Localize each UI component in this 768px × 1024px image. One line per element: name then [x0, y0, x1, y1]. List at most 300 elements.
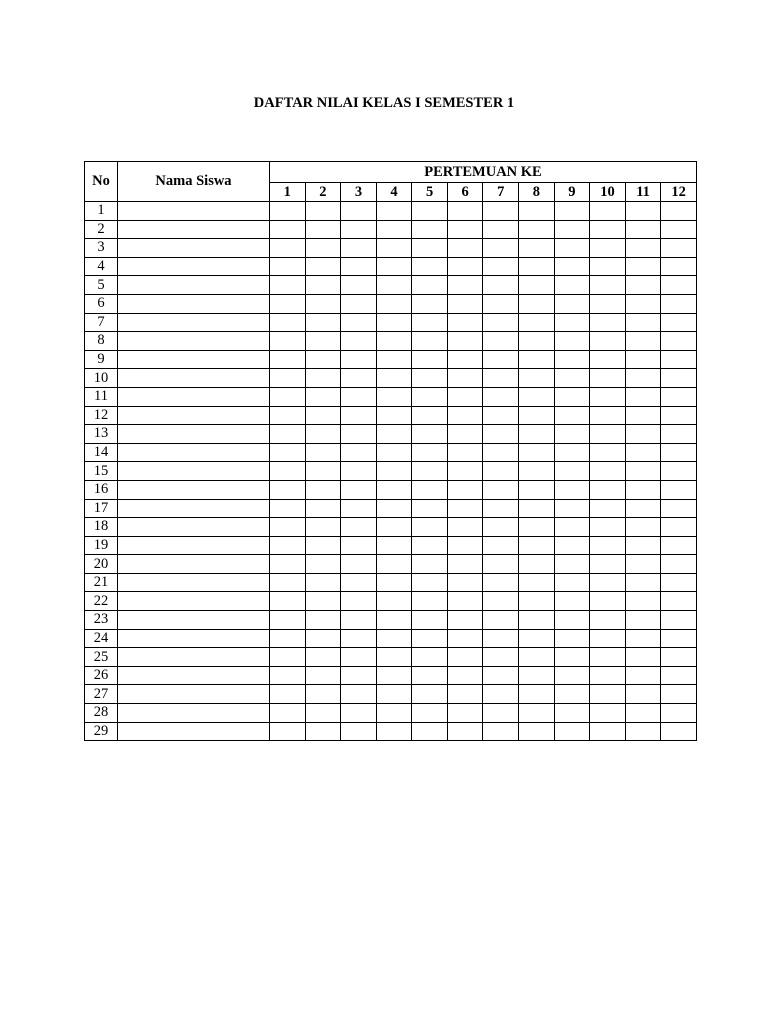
- grade-cell: [483, 202, 519, 221]
- grade-cell: [412, 462, 448, 481]
- grade-cell: [305, 369, 341, 388]
- grade-cell: [305, 406, 341, 425]
- grade-cell: [554, 369, 590, 388]
- meeting-header: 10: [590, 183, 626, 202]
- grade-cell: [625, 629, 661, 648]
- grade-cell: [412, 313, 448, 332]
- grade-cell: [376, 592, 412, 611]
- grade-cell: [661, 350, 697, 369]
- meeting-header: 3: [341, 183, 377, 202]
- grade-cell: [661, 722, 697, 741]
- student-name-cell: [118, 332, 270, 351]
- grade-cell: [625, 239, 661, 258]
- grade-cell: [305, 220, 341, 239]
- grade-cell: [305, 462, 341, 481]
- grade-cell: [625, 555, 661, 574]
- grade-cell: [590, 666, 626, 685]
- grade-cell: [305, 387, 341, 406]
- grade-cell: [376, 332, 412, 351]
- grade-cell: [447, 536, 483, 555]
- grade-cell: [519, 648, 555, 667]
- grade-cell: [519, 611, 555, 630]
- table-row: [85, 685, 697, 704]
- grade-table: [84, 161, 697, 741]
- grade-cell: [554, 276, 590, 295]
- grade-cell: [270, 257, 306, 276]
- table-row: [85, 480, 697, 499]
- grade-cell: [376, 462, 412, 481]
- grade-cell: [625, 294, 661, 313]
- grade-cell: [661, 480, 697, 499]
- table-row: [85, 443, 697, 462]
- grade-cell: [305, 629, 341, 648]
- grade-cell: [554, 722, 590, 741]
- grade-cell: [341, 518, 377, 537]
- grade-cell: [519, 704, 555, 723]
- table-row: [85, 220, 697, 239]
- grade-cell: [447, 722, 483, 741]
- grade-cell: [341, 257, 377, 276]
- grade-cell: [661, 239, 697, 258]
- grade-cell: [412, 685, 448, 704]
- grade-cell: [305, 313, 341, 332]
- grade-cell: [341, 387, 377, 406]
- table-header-row: [85, 162, 697, 183]
- grade-cell: [519, 443, 555, 462]
- grade-cell: [554, 536, 590, 555]
- grade-cell: [376, 239, 412, 258]
- grade-cell: [590, 313, 626, 332]
- row-number: 13: [85, 425, 118, 444]
- grade-cell: [412, 480, 448, 499]
- grade-cell: [483, 536, 519, 555]
- grade-cell: [341, 294, 377, 313]
- student-name-cell: [118, 350, 270, 369]
- grade-cell: [519, 202, 555, 221]
- table-row: [85, 555, 697, 574]
- student-name-cell: [118, 555, 270, 574]
- grade-cell: [554, 666, 590, 685]
- header-no: No: [85, 162, 118, 202]
- grade-cell: [341, 202, 377, 221]
- grade-cell: [305, 536, 341, 555]
- grade-cell: [554, 443, 590, 462]
- grade-cell: [270, 202, 306, 221]
- grade-cell: [661, 592, 697, 611]
- grade-cell: [483, 499, 519, 518]
- grade-cell: [554, 462, 590, 481]
- row-number: 15: [85, 462, 118, 481]
- grade-cell: [270, 555, 306, 574]
- student-name-cell: [118, 666, 270, 685]
- grade-cell: [270, 276, 306, 295]
- grade-cell: [412, 666, 448, 685]
- grade-cell: [483, 387, 519, 406]
- grade-cell: [483, 666, 519, 685]
- table-row: [85, 369, 697, 388]
- grade-cell: [554, 239, 590, 258]
- grade-cell: [590, 704, 626, 723]
- grade-cell: [270, 462, 306, 481]
- grade-cell: [483, 406, 519, 425]
- grade-cell: [590, 276, 626, 295]
- grade-cell: [483, 220, 519, 239]
- grade-cell: [590, 629, 626, 648]
- grade-cell: [412, 555, 448, 574]
- grade-cell: [447, 406, 483, 425]
- grade-cell: [483, 518, 519, 537]
- grade-cell: [305, 294, 341, 313]
- grade-cell: [447, 313, 483, 332]
- grade-cell: [376, 704, 412, 723]
- grade-cell: [661, 332, 697, 351]
- table-body: [85, 202, 697, 741]
- grade-cell: [625, 257, 661, 276]
- grade-cell: [376, 648, 412, 667]
- row-number: 12: [85, 406, 118, 425]
- grade-cell: [483, 313, 519, 332]
- meeting-header: 6: [447, 183, 483, 202]
- grade-cell: [519, 387, 555, 406]
- student-name-cell: [118, 518, 270, 537]
- row-number: 26: [85, 666, 118, 685]
- grade-cell: [554, 648, 590, 667]
- grade-cell: [590, 536, 626, 555]
- student-name-cell: [118, 536, 270, 555]
- grade-cell: [376, 573, 412, 592]
- row-number: 24: [85, 629, 118, 648]
- table-row: [85, 406, 697, 425]
- grade-cell: [412, 499, 448, 518]
- student-name-cell: [118, 573, 270, 592]
- grade-cell: [590, 257, 626, 276]
- grade-cell: [447, 480, 483, 499]
- grade-cell: [412, 350, 448, 369]
- grade-cell: [270, 294, 306, 313]
- grade-cell: [305, 499, 341, 518]
- grade-cell: [590, 425, 626, 444]
- grade-cell: [376, 629, 412, 648]
- grade-cell: [519, 499, 555, 518]
- grade-cell: [305, 518, 341, 537]
- meeting-header: 12: [661, 183, 697, 202]
- meeting-header: 8: [519, 183, 555, 202]
- grade-cell: [341, 425, 377, 444]
- student-name-cell: [118, 239, 270, 258]
- grade-cell: [661, 704, 697, 723]
- grade-cell: [341, 350, 377, 369]
- grade-cell: [412, 406, 448, 425]
- grade-cell: [376, 276, 412, 295]
- row-number: 16: [85, 480, 118, 499]
- grade-cell: [625, 592, 661, 611]
- grade-cell: [447, 350, 483, 369]
- grade-cell: [554, 387, 590, 406]
- grade-cell: [590, 350, 626, 369]
- grade-cell: [341, 685, 377, 704]
- student-name-cell: [118, 480, 270, 499]
- student-name-cell: [118, 629, 270, 648]
- grade-cell: [376, 350, 412, 369]
- row-number: 14: [85, 443, 118, 462]
- student-name-cell: [118, 592, 270, 611]
- grade-cell: [305, 592, 341, 611]
- grade-cell: [554, 406, 590, 425]
- grade-cell: [590, 462, 626, 481]
- table-row: [85, 518, 697, 537]
- table-row: [85, 313, 697, 332]
- grade-cell: [661, 313, 697, 332]
- grade-cell: [305, 611, 341, 630]
- grade-cell: [341, 555, 377, 574]
- meeting-header: 5: [412, 183, 448, 202]
- student-name-cell: [118, 685, 270, 704]
- table-row: [85, 350, 697, 369]
- row-number: 28: [85, 704, 118, 723]
- grade-cell: [305, 425, 341, 444]
- grade-cell: [341, 313, 377, 332]
- row-number: 25: [85, 648, 118, 667]
- grade-cell: [483, 629, 519, 648]
- header-nama-siswa: Nama Siswa: [118, 162, 270, 202]
- grade-cell: [661, 443, 697, 462]
- grade-cell: [519, 666, 555, 685]
- header-pertemuan-ke: PERTEMUAN KE: [270, 162, 697, 183]
- grade-cell: [447, 276, 483, 295]
- grade-cell: [270, 499, 306, 518]
- grade-cell: [554, 518, 590, 537]
- grade-cell: [270, 406, 306, 425]
- student-name-cell: [118, 313, 270, 332]
- row-number: 19: [85, 536, 118, 555]
- table-row: [85, 425, 697, 444]
- grade-cell: [447, 202, 483, 221]
- grade-cell: [447, 387, 483, 406]
- grade-cell: [412, 220, 448, 239]
- grade-cell: [447, 592, 483, 611]
- grade-cell: [341, 462, 377, 481]
- grade-cell: [305, 332, 341, 351]
- grade-cell: [661, 220, 697, 239]
- grade-cell: [625, 276, 661, 295]
- grade-cell: [483, 704, 519, 723]
- grade-cell: [376, 666, 412, 685]
- grade-cell: [376, 443, 412, 462]
- grade-cell: [412, 202, 448, 221]
- grade-cell: [270, 443, 306, 462]
- table-row: [85, 573, 697, 592]
- student-name-cell: [118, 202, 270, 221]
- grade-cell: [305, 666, 341, 685]
- grade-cell: [270, 536, 306, 555]
- grade-cell: [661, 406, 697, 425]
- grade-cell: [483, 332, 519, 351]
- table-row: [85, 666, 697, 685]
- grade-cell: [625, 648, 661, 667]
- grade-cell: [447, 573, 483, 592]
- grade-cell: [625, 499, 661, 518]
- grade-cell: [519, 555, 555, 574]
- grade-cell: [625, 443, 661, 462]
- grade-cell: [412, 387, 448, 406]
- grade-cell: [519, 536, 555, 555]
- grade-cell: [554, 499, 590, 518]
- grade-cell: [519, 350, 555, 369]
- grade-cell: [590, 443, 626, 462]
- grade-cell: [483, 722, 519, 741]
- table-row: [85, 276, 697, 295]
- grade-cell: [376, 369, 412, 388]
- grade-cell: [305, 202, 341, 221]
- grade-cell: [341, 443, 377, 462]
- grade-cell: [661, 536, 697, 555]
- row-number: 9: [85, 350, 118, 369]
- grade-cell: [483, 350, 519, 369]
- grade-cell: [661, 499, 697, 518]
- student-name-cell: [118, 257, 270, 276]
- grade-cell: [625, 704, 661, 723]
- grade-cell: [447, 629, 483, 648]
- grade-cell: [661, 276, 697, 295]
- grade-cell: [554, 480, 590, 499]
- grade-cell: [270, 592, 306, 611]
- grade-cell: [447, 443, 483, 462]
- grade-cell: [554, 425, 590, 444]
- meeting-header: 7: [483, 183, 519, 202]
- grade-cell: [341, 629, 377, 648]
- grade-cell: [341, 239, 377, 258]
- grade-cell: [625, 350, 661, 369]
- grade-cell: [270, 220, 306, 239]
- grade-cell: [519, 332, 555, 351]
- table-row: [85, 611, 697, 630]
- grade-cell: [305, 443, 341, 462]
- table-row: [85, 648, 697, 667]
- grade-cell: [661, 666, 697, 685]
- grade-cell: [270, 387, 306, 406]
- grade-cell: [270, 573, 306, 592]
- table-row: [85, 462, 697, 481]
- grade-cell: [270, 629, 306, 648]
- table-row: [85, 239, 697, 258]
- grade-cell: [270, 332, 306, 351]
- grade-cell: [554, 685, 590, 704]
- grade-cell: [412, 629, 448, 648]
- grade-cell: [376, 294, 412, 313]
- grade-cell: [625, 462, 661, 481]
- grade-cell: [661, 369, 697, 388]
- grade-cell: [305, 239, 341, 258]
- meeting-header: 4: [376, 183, 412, 202]
- grade-cell: [519, 480, 555, 499]
- grade-cell: [590, 518, 626, 537]
- grade-cell: [341, 648, 377, 667]
- grade-cell: [554, 294, 590, 313]
- grade-cell: [305, 276, 341, 295]
- grade-cell: [270, 518, 306, 537]
- grade-cell: [447, 518, 483, 537]
- grade-cell: [661, 294, 697, 313]
- grade-cell: [447, 462, 483, 481]
- grade-cell: [625, 313, 661, 332]
- grade-cell: [590, 611, 626, 630]
- row-number: 10: [85, 369, 118, 388]
- grade-cell: [554, 220, 590, 239]
- grade-cell: [305, 685, 341, 704]
- row-number: 17: [85, 499, 118, 518]
- grade-cell: [661, 685, 697, 704]
- grade-cell: [661, 257, 697, 276]
- grade-cell: [412, 518, 448, 537]
- grade-cell: [412, 592, 448, 611]
- grade-cell: [341, 369, 377, 388]
- grade-cell: [341, 480, 377, 499]
- grade-cell: [590, 294, 626, 313]
- grade-cell: [661, 648, 697, 667]
- grade-cell: [376, 536, 412, 555]
- grade-cell: [590, 685, 626, 704]
- document-title: DAFTAR NILAI KELAS I SEMESTER 1: [253, 95, 515, 111]
- table-row: [85, 202, 697, 221]
- grade-cell: [661, 629, 697, 648]
- grade-cell: [376, 313, 412, 332]
- grade-cell: [412, 294, 448, 313]
- grade-cell: [519, 685, 555, 704]
- grade-cell: [341, 611, 377, 630]
- grade-cell: [270, 611, 306, 630]
- row-number: 3: [85, 239, 118, 258]
- grade-cell: [341, 220, 377, 239]
- grade-cell: [270, 313, 306, 332]
- grade-cell: [625, 202, 661, 221]
- grade-cell: [625, 369, 661, 388]
- grade-cell: [590, 239, 626, 258]
- grade-cell: [376, 722, 412, 741]
- row-number: 7: [85, 313, 118, 332]
- grade-cell: [483, 480, 519, 499]
- grade-cell: [270, 350, 306, 369]
- student-name-cell: [118, 387, 270, 406]
- grade-cell: [376, 425, 412, 444]
- grade-cell: [447, 704, 483, 723]
- grade-cell: [554, 350, 590, 369]
- grade-cell: [590, 499, 626, 518]
- grade-cell: [625, 666, 661, 685]
- grade-cell: [270, 369, 306, 388]
- grade-cell: [661, 425, 697, 444]
- grade-cell: [590, 332, 626, 351]
- meeting-header: 1: [270, 183, 306, 202]
- row-number: 6: [85, 294, 118, 313]
- grade-cell: [270, 722, 306, 741]
- grade-cell: [519, 313, 555, 332]
- grade-cell: [376, 387, 412, 406]
- student-name-cell: [118, 443, 270, 462]
- grade-cell: [483, 611, 519, 630]
- grade-cell: [590, 573, 626, 592]
- grade-cell: [412, 257, 448, 276]
- grade-cell: [376, 611, 412, 630]
- grade-cell: [305, 257, 341, 276]
- grade-cell: [412, 332, 448, 351]
- grade-cell: [661, 555, 697, 574]
- table-row: [85, 592, 697, 611]
- grade-cell: [625, 406, 661, 425]
- grade-cell: [519, 294, 555, 313]
- grade-cell: [341, 704, 377, 723]
- grade-cell: [554, 611, 590, 630]
- grade-cell: [412, 536, 448, 555]
